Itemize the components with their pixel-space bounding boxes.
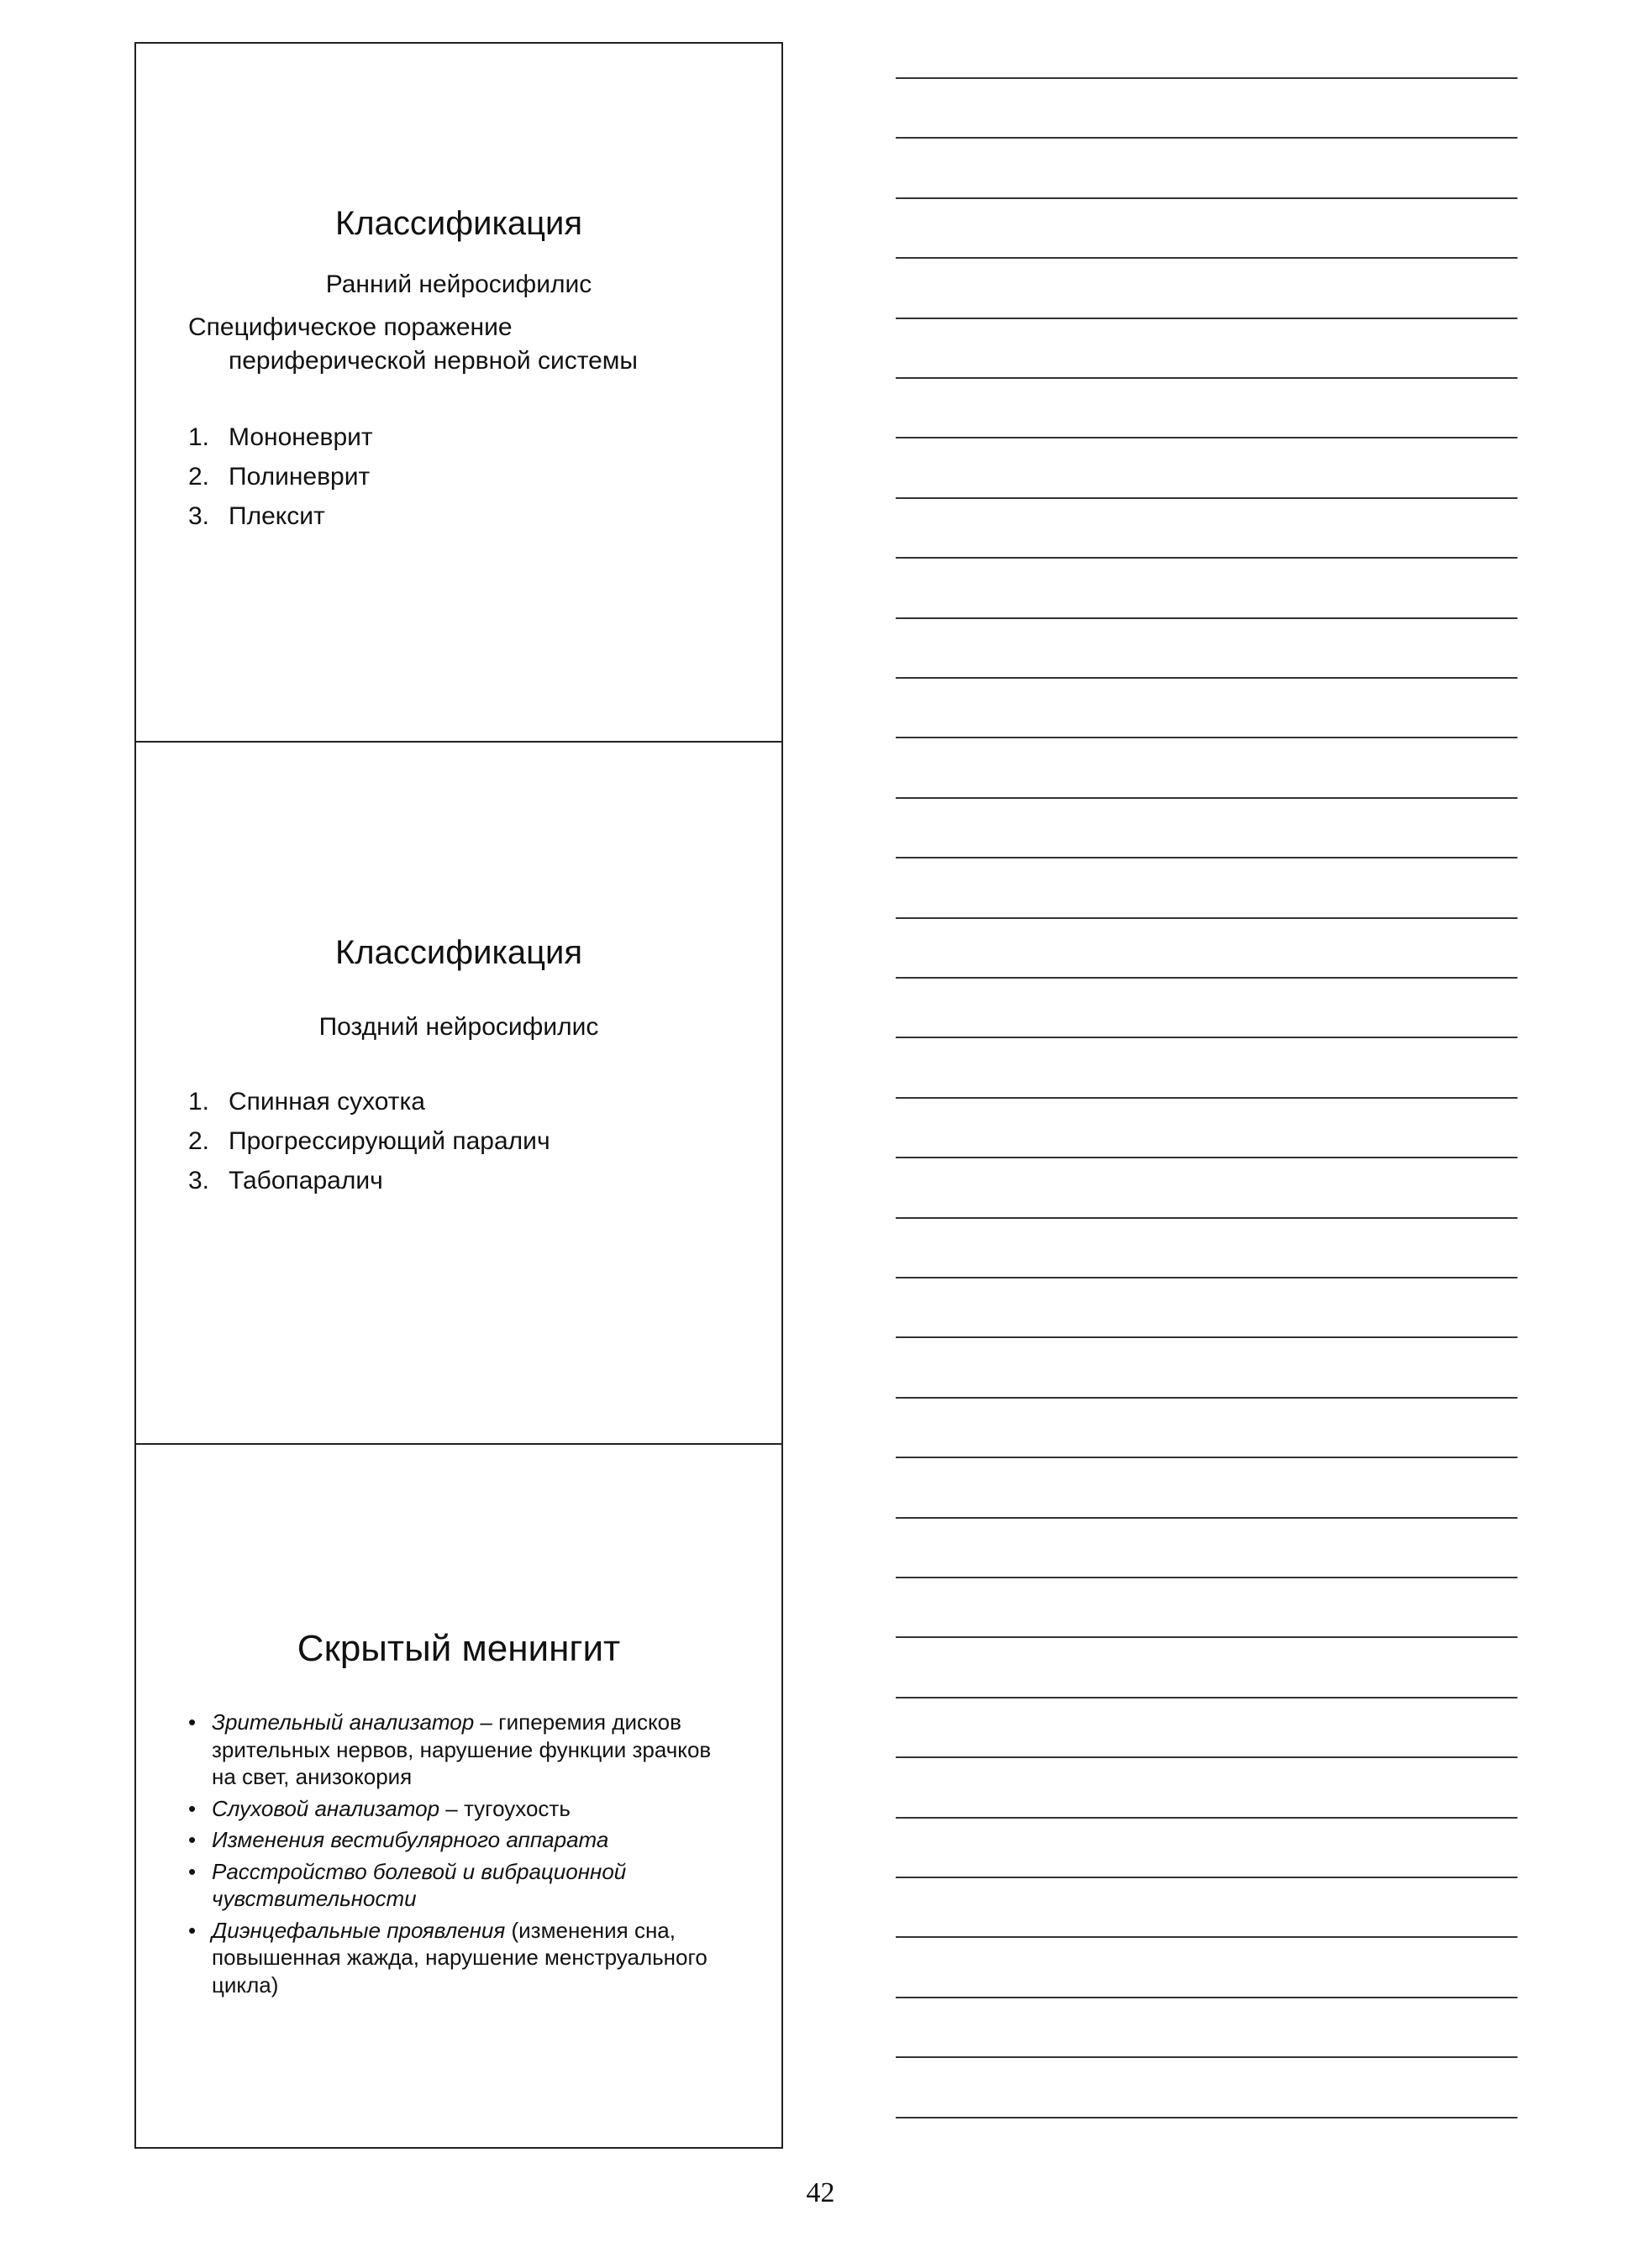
note-line	[896, 2056, 1517, 2058]
note-line	[896, 677, 1517, 679]
bullet-italic: Расстройство болевой и вибрационной чувствительности	[212, 1858, 627, 1911]
slide-title: Классификация	[334, 934, 583, 971]
note-line	[896, 1517, 1517, 1519]
item-text: Прогрессирующий паралич	[229, 1127, 550, 1155]
note-line	[896, 377, 1517, 379]
note-line	[896, 1457, 1517, 1458]
bullet-italic: Диэнцефальные проявления	[212, 1917, 506, 1943]
intro-line: Специфическое поражение	[188, 313, 513, 341]
note-line	[896, 77, 1517, 79]
note-lines	[896, 0, 1517, 2184]
note-line	[896, 497, 1517, 499]
bullet-italic: Изменения вестибулярного аппарата	[212, 1827, 609, 1852]
item-text: Мононеврит	[229, 423, 373, 451]
bullet-text: – тугоухость	[439, 1795, 571, 1821]
note-line	[896, 2117, 1517, 2118]
note-line	[896, 1577, 1517, 1578]
bullet-item	[187, 1858, 741, 1913]
slide-early-neurosyphilis	[136, 44, 781, 743]
slide-subtitle: Поздний нейросифилис	[318, 1013, 599, 1041]
note-line	[896, 437, 1517, 438]
item-number: 2.	[188, 1127, 210, 1155]
item-number: 3.	[188, 502, 210, 530]
note-line	[896, 857, 1517, 858]
note-line	[896, 1756, 1517, 1758]
note-line	[896, 1697, 1517, 1698]
item-number: 1.	[188, 1088, 210, 1116]
bullet-icon: •	[188, 1709, 197, 1735]
note-line	[896, 737, 1517, 738]
bullet-icon: •	[188, 1917, 197, 1943]
note-line	[896, 977, 1517, 979]
note-line	[896, 137, 1517, 139]
note-line	[896, 617, 1517, 619]
bullet-icon: •	[188, 1827, 197, 1852]
note-line	[896, 1097, 1517, 1099]
note-line	[896, 917, 1517, 919]
item-text: Табопаралич	[229, 1167, 383, 1194]
item-text: Спинная сухотка	[229, 1088, 425, 1116]
note-line	[896, 1336, 1517, 1338]
item-number: 3.	[188, 1167, 210, 1194]
intro-line: периферической нервной системы	[229, 347, 638, 375]
list-item	[188, 463, 373, 502]
slide-subtitle: Ранний нейросифилис	[325, 270, 592, 298]
slide-title: Скрытый менингит	[297, 1628, 621, 1669]
item-number: 1.	[188, 423, 210, 451]
note-line	[896, 1037, 1517, 1038]
list-item	[188, 1088, 550, 1127]
bullet-text: (изменения сна, повышенная жажда, нарушение менструального цикла)	[212, 1917, 707, 1998]
page-number: 42	[806, 2177, 835, 2208]
note-line	[896, 318, 1517, 319]
list-item	[188, 1127, 550, 1167]
item-text: Плексит	[229, 502, 325, 530]
note-line	[896, 1817, 1517, 1819]
slide-intro	[188, 311, 638, 378]
note-line	[896, 1157, 1517, 1158]
bullet-italic: Слуховой анализатор	[212, 1795, 440, 1821]
note-line	[896, 1217, 1517, 1219]
note-line	[896, 1277, 1517, 1278]
slide-title: Классификация	[334, 205, 583, 242]
bullet-text: – гиперемия дисков зрительных нервов, нарушение функции зрачков на свет, анизокория	[212, 1709, 712, 1789]
item-text: Полиневрит	[229, 463, 371, 491]
note-line	[896, 257, 1517, 259]
list-item	[188, 423, 373, 463]
note-line	[896, 557, 1517, 559]
bullet-item	[187, 1826, 741, 1854]
slide-latent-meningitis	[136, 1445, 781, 2147]
bullet-item	[187, 1917, 741, 1999]
note-line	[896, 1877, 1517, 1878]
note-line	[896, 1997, 1517, 1998]
bullet-item	[187, 1795, 741, 1823]
note-line	[896, 1936, 1517, 1938]
note-line	[896, 197, 1517, 199]
bullet-icon: •	[188, 1858, 197, 1884]
note-line	[896, 1397, 1517, 1399]
slide-late-neurosyphilis	[136, 743, 781, 1445]
item-number: 2.	[188, 463, 210, 491]
note-line	[896, 797, 1517, 799]
note-line	[896, 1636, 1517, 1638]
bullet-item	[187, 1709, 741, 1791]
bullet-icon: •	[188, 1795, 197, 1821]
list-item	[188, 502, 373, 542]
slides-column	[134, 42, 783, 2149]
bullet-list	[187, 1709, 741, 2003]
bullet-italic: Зрительный анализатор	[212, 1709, 475, 1735]
numbered-list	[188, 423, 373, 542]
numbered-list	[188, 1088, 550, 1206]
list-item	[188, 1167, 550, 1206]
